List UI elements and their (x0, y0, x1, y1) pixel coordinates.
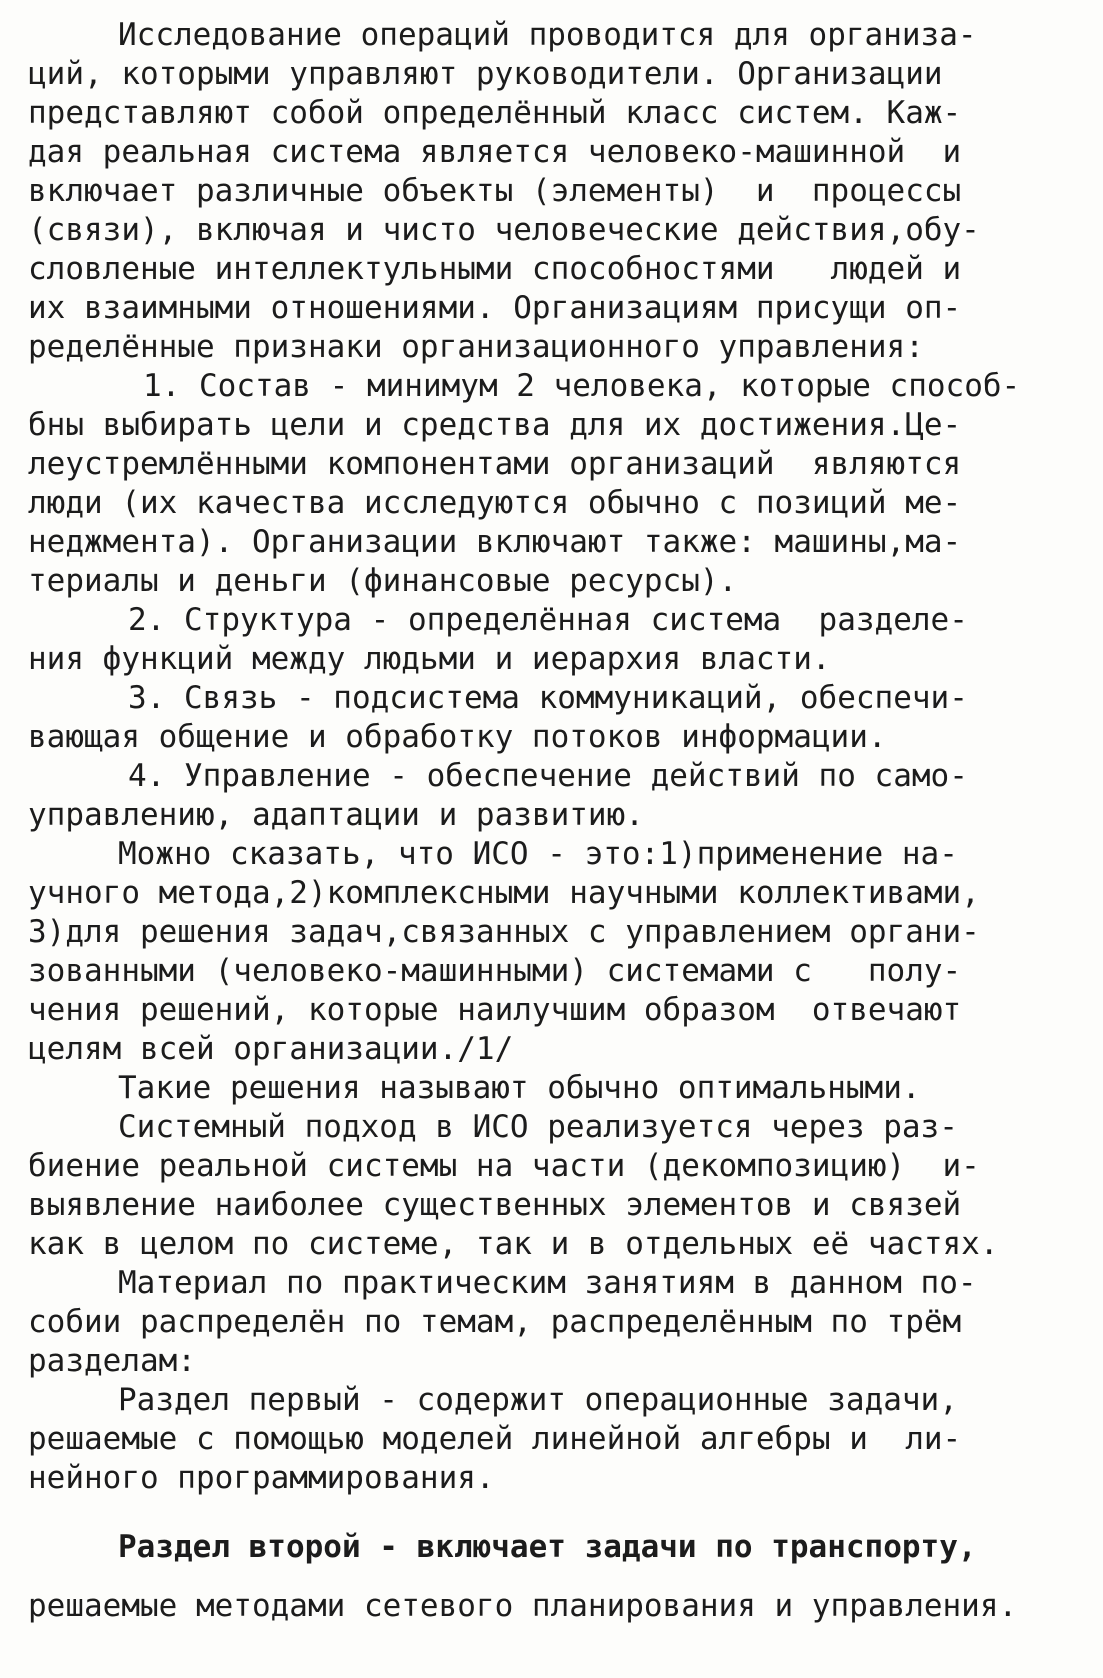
text-line: леустремлёнными компонентами организаций являются (28, 446, 962, 482)
text-line: Раздел первый - содержит операционные задачи, (118, 1382, 958, 1418)
text-line: нейного программирования. (28, 1460, 495, 1496)
text-line: ределённые признаки организационного управления: (28, 329, 924, 365)
text-line: собии распределён по темам, распределённым по трём (28, 1304, 962, 1340)
text-line: как в целом по системе, так и в отдельных её частях. (28, 1226, 999, 1262)
text-line: (связи), включая и чисто человеческие действия,обу- (28, 212, 980, 248)
text-line: словленые интеллектульными способностями людей и (28, 251, 962, 287)
text-line: ния функций между людьми и иерархия власти. (28, 641, 831, 677)
text-line: выявление наиболее существенных элементов и связей (28, 1187, 962, 1223)
text-line: Можно сказать, что ИСО - это:1)применение на- (118, 836, 958, 872)
text-line: ций, которыми управляют руководители. Организации (28, 56, 943, 92)
text-line: люди (их качества исследуются обычно с позиций ме- (28, 485, 962, 521)
text-line: целям всей организации./1/ (28, 1031, 514, 1067)
text-line: Исследование операций проводится для организа- (118, 17, 977, 53)
text-line: их взаимными отношениями. Организациям присущи оп- (28, 290, 962, 326)
text-line: неджмента). Организации включают также: машины,ма- (28, 524, 962, 560)
text-line: решаемые с помощью моделей линейной алгебры и ли- (28, 1421, 962, 1457)
text-line: бны выбирать цели и сpедства для их достижения.Це- (28, 407, 962, 443)
text-line: решаемые методами сетевого планирования и управления. (28, 1588, 1018, 1624)
text-line: дая реальная система является человеко-машинной и (28, 134, 962, 170)
text-line: 2. Структура - определённая система разделе- (128, 602, 968, 638)
text-line: 1. Состав - минимум 2 человека, которые способ- (143, 368, 1021, 404)
text-line: Системный подход в ИСО реализуется через раз- (118, 1109, 958, 1145)
text-line: Материал по практическим занятиям в данном по- (118, 1265, 977, 1301)
text-line: зованными (человеко-машинными) системами с полу- (28, 953, 962, 989)
text-line: представляют собой определённый класс систем. Каж- (28, 95, 962, 131)
text-line: включает различные объекты (элементы) и процессы (28, 173, 962, 209)
text-line: 3. Связь - подсистема коммуникаций, обеспечи- (128, 680, 968, 716)
text-line: Раздел второй - включает задачи по транспорту, (118, 1529, 977, 1565)
text-line: разделам: (28, 1343, 196, 1379)
text-line: 4. Управление - обеспечение действий по само- (128, 758, 968, 794)
text-line: 3)для решения задач,связанных с управлением органи- (28, 914, 980, 950)
text-line: Такие решения называют обычно оптимальными. (118, 1070, 921, 1106)
text-line: учного метода,2)комплексными научными коллективами, (28, 875, 980, 911)
text-line: териалы и деньги (финансовые ресурсы). (28, 563, 738, 599)
text-line: управлению, адаптации и развитию. (28, 797, 644, 833)
text-line: вающая общение и обработку потоков информации. (28, 719, 887, 755)
text-line: биение реальной системы на части (декомпозицию) и- (28, 1148, 980, 1184)
text-line: чения решений, которые наилучшим образом отвечают (28, 992, 962, 1028)
